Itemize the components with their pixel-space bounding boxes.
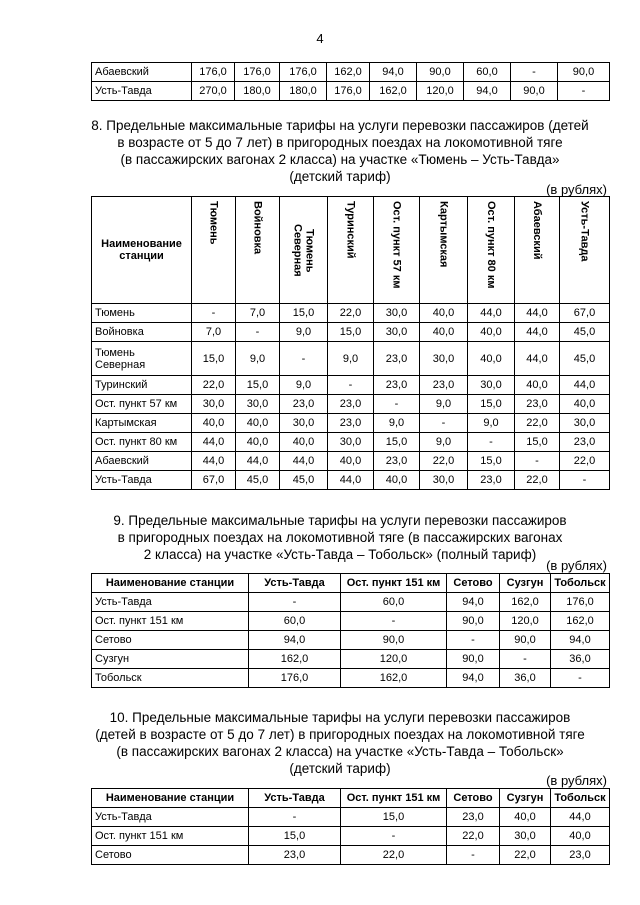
fare-cell: 45,0 [560, 342, 610, 376]
fare-cell: - [420, 414, 468, 433]
fare-cell: 162,0 [327, 63, 370, 82]
fare-cell: 44,0 [192, 452, 236, 471]
fare-cell: 30,0 [236, 395, 280, 414]
station-cell: Картымская [92, 414, 192, 433]
fare-cell: 23,0 [468, 471, 515, 490]
fare-cell: 162,0 [249, 650, 341, 669]
fare-cell: 40,0 [468, 342, 515, 376]
fare-cell: 30,0 [328, 433, 374, 452]
heading-line: (детский тариф) [289, 169, 391, 184]
fare-cell: 90,0 [511, 82, 558, 101]
fare-cell: 30,0 [560, 414, 610, 433]
fare-cell: 45,0 [280, 471, 328, 490]
column-header [468, 197, 515, 304]
fare-cell: - [192, 304, 236, 323]
fare-cell: 9,0 [328, 342, 374, 376]
station-cell: Усть-Тавда [92, 593, 249, 612]
column-header [515, 197, 560, 304]
fare-cell: 9,0 [420, 395, 468, 414]
fare-cell: - [447, 846, 500, 865]
section9-heading [60, 512, 620, 563]
section8-unit: (в рублях) [546, 182, 607, 197]
fare-cell: 176,0 [327, 82, 370, 101]
fare-cell: 15,0 [236, 376, 280, 395]
fare-cell: - [374, 395, 420, 414]
fare-cell: - [515, 452, 560, 471]
fare-cell: 30,0 [500, 827, 551, 846]
section10-heading [60, 709, 620, 777]
fare-cell: 90,0 [447, 650, 500, 669]
fare-cell: 90,0 [500, 631, 551, 650]
fare-cell: 30,0 [420, 342, 468, 376]
column-header-station: Наименование станции [92, 574, 249, 593]
fare-cell: 7,0 [236, 304, 280, 323]
heading-line: в возрасте от 5 до 7 лет) в пригородных поездах на локомотивной тяге [117, 135, 563, 150]
fare-cell: 120,0 [417, 82, 464, 101]
fare-cell: 22,0 [447, 827, 500, 846]
column-header-label: Тюмень [207, 201, 220, 245]
table-row [92, 631, 610, 650]
station-cell: Тюмень [92, 304, 192, 323]
fare-cell: 30,0 [280, 414, 328, 433]
fare-cell: 60,0 [464, 63, 511, 82]
table-row [92, 342, 610, 376]
column-header-station: Наименование станции [92, 789, 249, 808]
fare-cell: 23,0 [374, 452, 420, 471]
fare-cell: 30,0 [468, 376, 515, 395]
fare-cell: 22,0 [515, 471, 560, 490]
column-header [328, 197, 374, 304]
fare-cell: 23,0 [447, 808, 500, 827]
station-cell: Ост. пункт 151 км [92, 827, 249, 846]
table-row [92, 593, 610, 612]
column-header: Сузгун [500, 574, 551, 593]
column-header: Сетово [447, 789, 500, 808]
fare-cell: 40,0 [420, 323, 468, 342]
column-header-label: Войновка [251, 201, 264, 255]
fare-cell: 40,0 [551, 827, 610, 846]
section10-fare-table [91, 788, 610, 865]
station-cell: Ост. пункт 57 км [92, 395, 192, 414]
fare-cell: 15,0 [328, 323, 374, 342]
fare-cell: 40,0 [515, 376, 560, 395]
fare-cell: 15,0 [515, 433, 560, 452]
fare-cell: 44,0 [236, 452, 280, 471]
fare-cell: 40,0 [192, 414, 236, 433]
station-cell: Туринский [92, 376, 192, 395]
station-cell: Ост. пункт 80 км [92, 433, 192, 452]
column-header-label: Картымская [437, 201, 450, 268]
fare-cell: 22,0 [500, 846, 551, 865]
fare-cell: - [558, 82, 610, 101]
fare-cell: - [236, 323, 280, 342]
table-row [92, 323, 610, 342]
fare-cell: 45,0 [560, 323, 610, 342]
fare-cell: 60,0 [249, 612, 341, 631]
column-header [192, 197, 236, 304]
heading-line: (в пассажирских вагонах 2 класса) на участке «Тюмень – Усть-Тавда» [120, 152, 560, 167]
station-cell: Абаевский [92, 63, 192, 82]
fare-cell: - [341, 612, 447, 631]
fare-cell: 176,0 [249, 669, 341, 688]
fare-cell: 40,0 [328, 452, 374, 471]
fare-cell: - [468, 433, 515, 452]
fare-cell: 40,0 [236, 433, 280, 452]
fare-cell: 120,0 [500, 612, 551, 631]
column-header: Сузгун [500, 789, 551, 808]
fare-cell: 90,0 [341, 631, 447, 650]
station-cell: Усть-Тавда [92, 82, 192, 101]
heading-line: 9. Предельные максимальные тарифы на услуги перевозки пассажиров [113, 513, 567, 528]
fare-cell: 90,0 [558, 63, 610, 82]
fare-cell: 60,0 [341, 593, 447, 612]
fare-cell: 30,0 [374, 323, 420, 342]
heading-line: 8. Предельные максимальные тарифы на услуги перевозки пассажиров (детей [91, 118, 589, 133]
heading-line: 10. Предельные максимальные тарифы на услуги перевозки пассажиров [109, 710, 571, 725]
fare-cell: 23,0 [551, 846, 610, 865]
fare-cell: 9,0 [374, 414, 420, 433]
top-fare-table [91, 62, 610, 101]
column-header-label: Усть-Тавда [578, 201, 591, 262]
section9-fare-table [91, 573, 610, 688]
table-row [92, 63, 610, 82]
fare-cell: 94,0 [447, 669, 500, 688]
fare-cell: 23,0 [249, 846, 341, 865]
fare-cell: 23,0 [280, 395, 328, 414]
heading-line: (в пассажирских вагонах 2 класса) на участке «Усть-Тавда – Тобольск» [116, 744, 564, 759]
column-header: Ост. пункт 151 км [341, 574, 447, 593]
fare-cell: 44,0 [515, 342, 560, 376]
fare-cell: 30,0 [420, 471, 468, 490]
station-cell: Ост. пункт 151 км [92, 612, 249, 631]
fare-cell: 22,0 [341, 846, 447, 865]
column-header-label: Ост. пункт 80 км [485, 201, 497, 289]
fare-cell: 176,0 [551, 593, 610, 612]
fare-cell: 40,0 [468, 323, 515, 342]
fare-cell: 7,0 [192, 323, 236, 342]
fare-cell: 45,0 [236, 471, 280, 490]
heading-line: (детский тариф) [289, 761, 391, 776]
column-header-label: Ост. пункт 57 км [390, 201, 403, 289]
column-header: Сетово [447, 574, 500, 593]
fare-cell: - [249, 808, 341, 827]
fare-cell: 180,0 [235, 82, 280, 101]
column-header [236, 197, 280, 304]
fare-cell: 40,0 [280, 433, 328, 452]
station-cell: Тюмень Северная [92, 342, 192, 376]
fare-cell: 44,0 [551, 808, 610, 827]
column-header: Усть-Тавда [249, 789, 341, 808]
fare-cell: 180,0 [280, 82, 327, 101]
fare-cell: 44,0 [560, 376, 610, 395]
fare-cell: 36,0 [500, 669, 551, 688]
fare-cell: 94,0 [249, 631, 341, 650]
fare-cell: - [249, 593, 341, 612]
station-cell: Усть-Тавда [92, 808, 249, 827]
fare-cell: 162,0 [341, 669, 447, 688]
column-header-label: Тюмень Северная [291, 224, 316, 277]
fare-cell: 23,0 [374, 376, 420, 395]
fare-cell: 9,0 [236, 342, 280, 376]
fare-cell: 44,0 [515, 323, 560, 342]
fare-cell: 22,0 [420, 452, 468, 471]
fare-cell: 9,0 [420, 433, 468, 452]
fare-cell: 15,0 [341, 808, 447, 827]
fare-cell: 90,0 [417, 63, 464, 82]
table-row [92, 82, 610, 101]
fare-cell: 94,0 [551, 631, 610, 650]
fare-cell: 40,0 [374, 471, 420, 490]
fare-cell: 40,0 [420, 304, 468, 323]
fare-cell: 270,0 [192, 82, 235, 101]
fare-cell: 15,0 [192, 342, 236, 376]
fare-cell: - [280, 342, 328, 376]
fare-cell: - [500, 650, 551, 669]
column-header: Усть-Тавда [249, 574, 341, 593]
column-header-station: Наименование станции [92, 197, 192, 304]
table-row [92, 376, 610, 395]
heading-line: 2 класса) на участке «Усть-Тавда – Тобольск» (полный тариф) [143, 547, 537, 562]
fare-cell: 23,0 [515, 395, 560, 414]
fare-cell: 162,0 [551, 612, 610, 631]
station-cell: Войновка [92, 323, 192, 342]
column-header: Ост. пункт 151 км [341, 789, 447, 808]
fare-cell: 44,0 [515, 304, 560, 323]
page-number: 4 [316, 31, 324, 46]
fare-cell: 67,0 [560, 304, 610, 323]
column-header [280, 197, 328, 304]
column-header-label: Туринский [344, 201, 357, 259]
fare-cell: 23,0 [420, 376, 468, 395]
fare-cell: 23,0 [374, 342, 420, 376]
table-row [92, 471, 610, 490]
section8-heading [60, 117, 620, 185]
table-row [92, 612, 610, 631]
table-row [92, 808, 610, 827]
column-header [374, 197, 420, 304]
section9-unit: (в рублях) [546, 558, 607, 573]
fare-cell: 40,0 [560, 395, 610, 414]
column-header-label: Абаевский [531, 201, 543, 260]
table-row [92, 827, 610, 846]
fare-cell: 176,0 [235, 63, 280, 82]
fare-cell: 44,0 [280, 452, 328, 471]
fare-cell: 44,0 [468, 304, 515, 323]
fare-cell: 23,0 [328, 414, 374, 433]
section10-unit: (в рублях) [546, 773, 607, 788]
fare-cell: 94,0 [464, 82, 511, 101]
fare-cell: 9,0 [280, 323, 328, 342]
fare-cell: - [560, 471, 610, 490]
fare-cell: 15,0 [249, 827, 341, 846]
fare-cell: 120,0 [341, 650, 447, 669]
fare-cell: 176,0 [280, 63, 327, 82]
fare-cell: 23,0 [328, 395, 374, 414]
heading-line: в пригородных поездах на локомотивной тяге (в пассажирских вагонах [117, 530, 563, 545]
fare-cell: 22,0 [328, 304, 374, 323]
fare-cell: 67,0 [192, 471, 236, 490]
fare-cell: - [341, 827, 447, 846]
station-cell: Сетово [92, 631, 249, 650]
station-cell: Усть-Тавда [92, 471, 192, 490]
table-row [92, 669, 610, 688]
table-row [92, 304, 610, 323]
fare-cell: 22,0 [192, 376, 236, 395]
fare-cell: - [511, 63, 558, 82]
fare-cell: 162,0 [370, 82, 417, 101]
heading-line: (детей в возрасте от 5 до 7 лет) в пригородных поездах на локомотивной тяге [95, 727, 585, 742]
column-header: Тобольск [551, 789, 610, 808]
fare-cell: 22,0 [515, 414, 560, 433]
fare-cell: 30,0 [374, 304, 420, 323]
column-header [420, 197, 468, 304]
fare-cell: 36,0 [551, 650, 610, 669]
fare-cell: 176,0 [192, 63, 235, 82]
fare-cell: 94,0 [447, 593, 500, 612]
station-cell: Абаевский [92, 452, 192, 471]
fare-cell: 90,0 [447, 612, 500, 631]
fare-cell: 15,0 [374, 433, 420, 452]
fare-cell: 15,0 [468, 452, 515, 471]
column-header [560, 197, 610, 304]
fare-cell: 30,0 [192, 395, 236, 414]
fare-cell: 40,0 [500, 808, 551, 827]
column-header: Тобольск [551, 574, 610, 593]
fare-cell: 162,0 [500, 593, 551, 612]
fare-cell: 23,0 [560, 433, 610, 452]
fare-cell: 44,0 [192, 433, 236, 452]
fare-cell: - [447, 631, 500, 650]
fare-cell: - [551, 669, 610, 688]
table-row [92, 414, 610, 433]
table-row [92, 395, 610, 414]
fare-cell: 44,0 [328, 471, 374, 490]
fare-cell: 15,0 [280, 304, 328, 323]
fare-cell: 9,0 [280, 376, 328, 395]
station-cell: Сетово [92, 846, 249, 865]
fare-cell: 94,0 [370, 63, 417, 82]
station-cell: Тобольск [92, 669, 249, 688]
fare-cell: 9,0 [468, 414, 515, 433]
table-row [92, 433, 610, 452]
table-row [92, 452, 610, 471]
fare-cell: 15,0 [468, 395, 515, 414]
section8-fare-table [91, 196, 610, 490]
table-row [92, 846, 610, 865]
fare-cell: 40,0 [236, 414, 280, 433]
fare-cell: - [328, 376, 374, 395]
fare-cell: 22,0 [560, 452, 610, 471]
station-cell: Сузгун [92, 650, 249, 669]
table-row [92, 650, 610, 669]
